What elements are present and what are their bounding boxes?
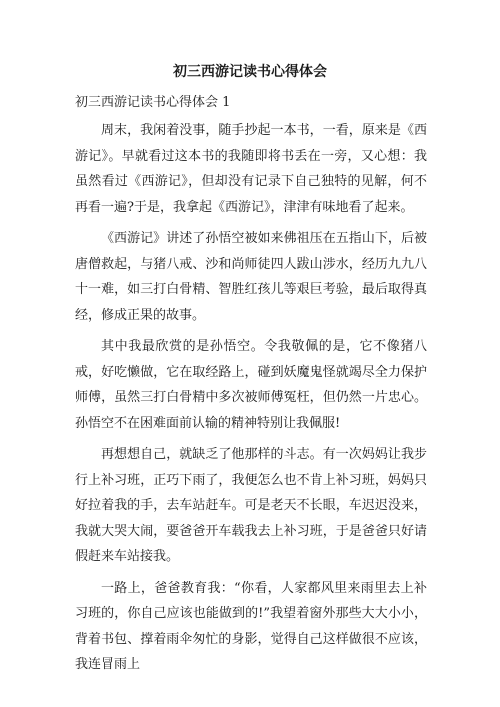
document-subtitle: 初三西游记读书心得体会 1 [75,95,231,110]
paragraph-2: 《西游记》讲述了孙悟空被如来佛祖压在五指山下，后被唐僧救起，与猪八戒、沙和尚师徒四人跋山涉水，经历九九八十一难，如三打白骨精、智胜红孩儿等艰巨考验，最后取得真经，修成正果的故事。 [75,231,427,323]
document-body [75,118,427,684]
document-title: 初三西游记读书心得体会 [173,64,327,80]
paragraph-3: 其中我最欣赏的是孙悟空。令我敬佩的是，它不像猪八戒，好吃懒做，它在取经路上，碰到妖魔鬼怪就竭尽全力保护师傅，虽然三打白骨精中多次被师傅冤枉，但仍然一片忠心。孙悟空不在困难面前认输的精神特别让我佩服! [75,339,427,431]
paragraph-1: 周末，我闲着没事，随手抄起一本书，一看，原来是《西游记》。早就看过这本书的我随即将书丢在一旁，又心想：我虽然看过《西游记》，但却没有记录下自己独特的见解，何不再看一遍?于是，我拿起《西游记》，津津有味地看了起来。 [75,123,427,215]
paragraph-5: 一路上，爸爸教育我：“你看，人家都风里来雨里去上补习班的，你自己应该也能做到的!”我望着窗外那些大大小小，背着书包、撑着雨伞匆忙的身影，觉得自己这样做很不应该，我连冒雨上 [75,580,427,672]
paragraph-4: 再想想自己，就缺乏了他那样的斗志。有一次妈妈让我步行上补习班，正巧下雨了，我便怎么也不肯上补习班，妈妈只好拉着我的手，去车站赶车。可是老天不长眼，车迟迟没来，我就大哭大闹，要爸爸开车载我去上补习班，于是爸爸只好请假赶来车站接我。 [75,447,427,564]
